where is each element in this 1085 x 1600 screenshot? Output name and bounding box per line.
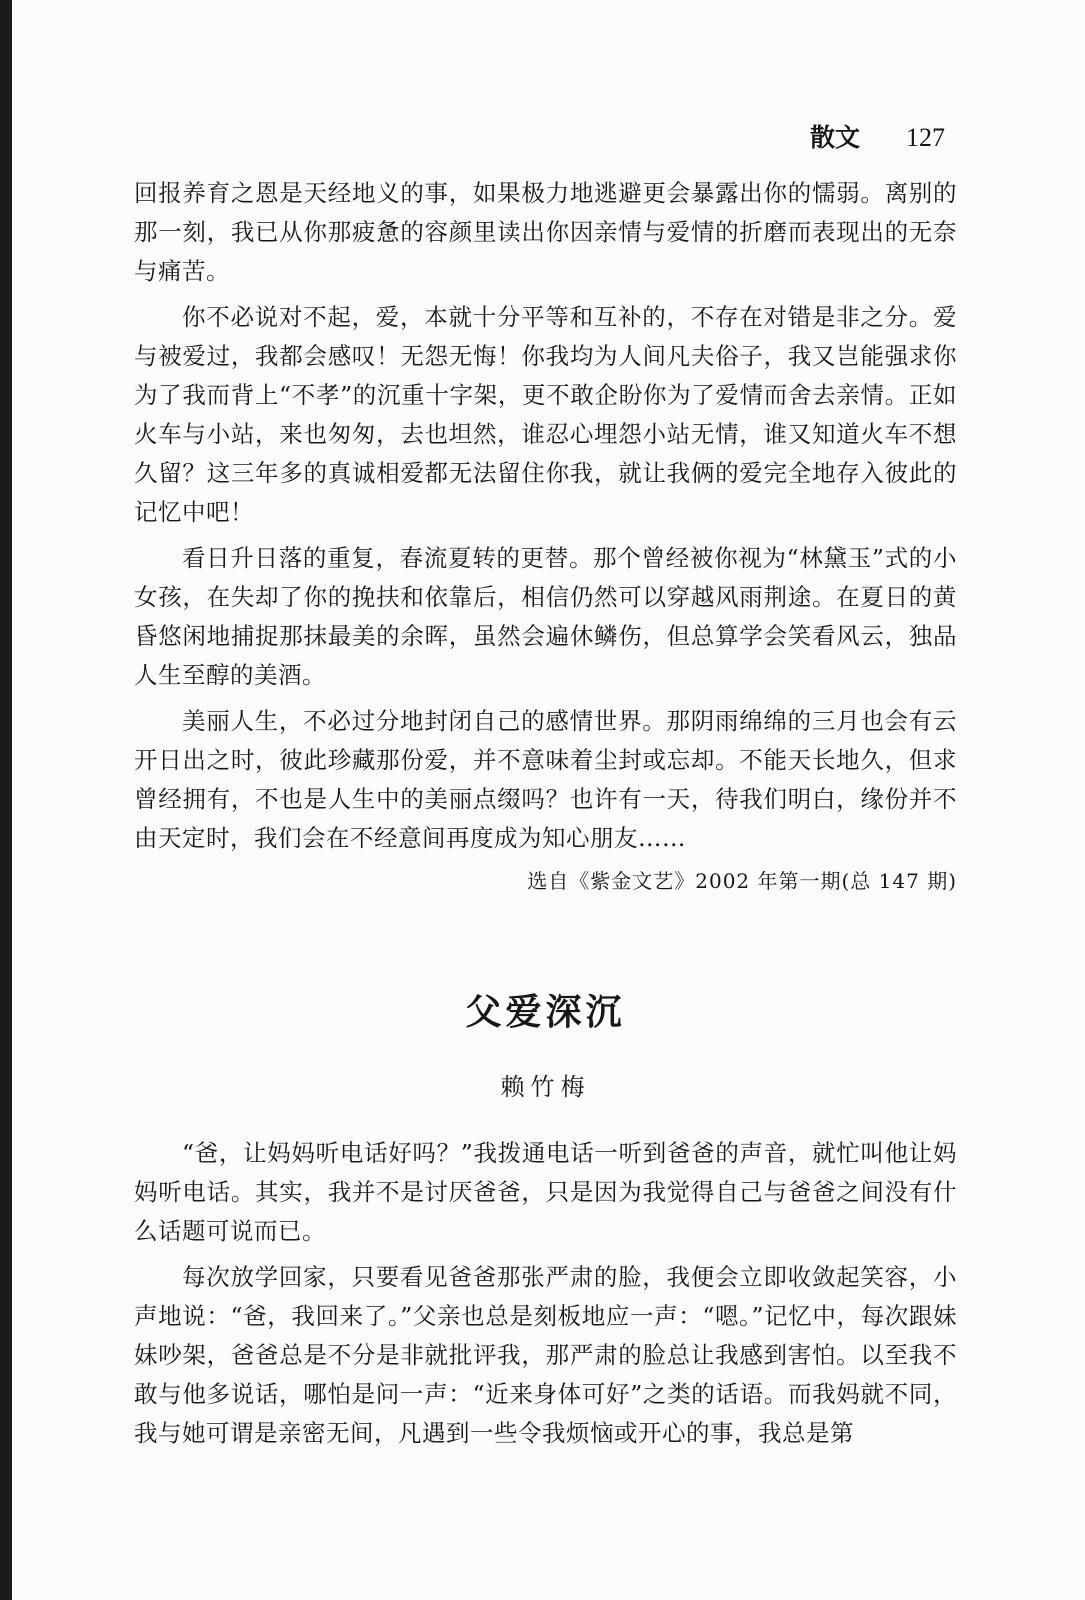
source-citation: 选自《紫金文艺》2002 年第一期(总 147 期) xyxy=(527,869,957,893)
paragraph: 每次放学回家，只要看见爸爸那张严肃的脸，我便会立即收敛起笑容，小声地说：“爸，我回来了。”父亲也总是刻板地应一声：“嗯。”记忆中，每次跟妹妹吵架，爸爸总是不分是非就批评我，那严肃的脸总让我感到害怕。以至我不敢与他多说话，哪怕是问一声：“近来身体可好”之类的话语。而我妈就不同，我与她可谓是亲密无间，凡遇到一些令我烦恼或开心的事，我总是第 xyxy=(134,1263,957,1447)
article-title: 父爱深沉 xyxy=(465,991,626,1033)
paragraph-continued: 回报养育之恩是天经地义的事，如果极力地逃避更会暴露出你的懦弱。离别的那一刻，我已从你那疲惫的容颜里读出你因亲情与爱情的折磨而表现出的无奈与痛苦。 xyxy=(134,179,957,285)
book-page xyxy=(12,0,1085,1600)
paragraph: 看日升日落的重复，春流夏转的更替。那个曾经被你视为“林黛玉”式的小女孩，在失却了你的挽扶和依靠后，相信仍然可以穿越风雨荆途。在夏日的黄昏悠闲地捕捉那抹最美的余晖，虽然会遍休鳞伤，但总算学会笑看风云，独品人生至醇的美酒。 xyxy=(134,544,957,689)
article-author: 赖竹梅 xyxy=(500,1073,591,1101)
paragraph: 美丽人生，不必过分地封闭自己的感情世界。那阴雨绵绵的三月也会有云开日出之时，彼此珍藏那份爱，并不意味着尘封或忘却。不能天长地久，但求曾经拥有，不也是人生中的美丽点缀吗？也许有一天，待我们明白，缘份并不由天定时，我们会在不经意间再度成为知心朋友…… xyxy=(134,707,957,852)
paragraph: 你不必说对不起，爱，本就十分平等和互补的，不存在对错是非之分。爱与被爱过，我都会感叹！无怨无悔！你我均为人间凡夫俗子，我又岂能强求你为了我而背上“不孝”的沉重十字架，更不敢企盼你为了爱情而舍去亲情。正如火车与小站，来也匆匆，去也坦然，谁忍心埋怨小站无情，谁又知道火车不想久留？这三年多的真诚相爱都无法留住你我，就让我俩的爱完全地存入彼此的记忆中吧！ xyxy=(134,303,957,526)
page-number: 127 xyxy=(906,123,945,152)
page-body xyxy=(134,174,957,1460)
article-2 xyxy=(134,984,957,1453)
section-title: 散文 xyxy=(810,123,861,152)
running-header xyxy=(810,118,945,154)
paragraph: “爸，让妈妈听电话好吗？”我拨通电话一听到爸爸的声音，就忙叫他让妈妈听电话。其实，我并不是讨厌爸爸，只是因为我觉得自己与爸爸之间没有什么话题可说而已。 xyxy=(134,1139,957,1245)
article-1 xyxy=(134,174,957,894)
